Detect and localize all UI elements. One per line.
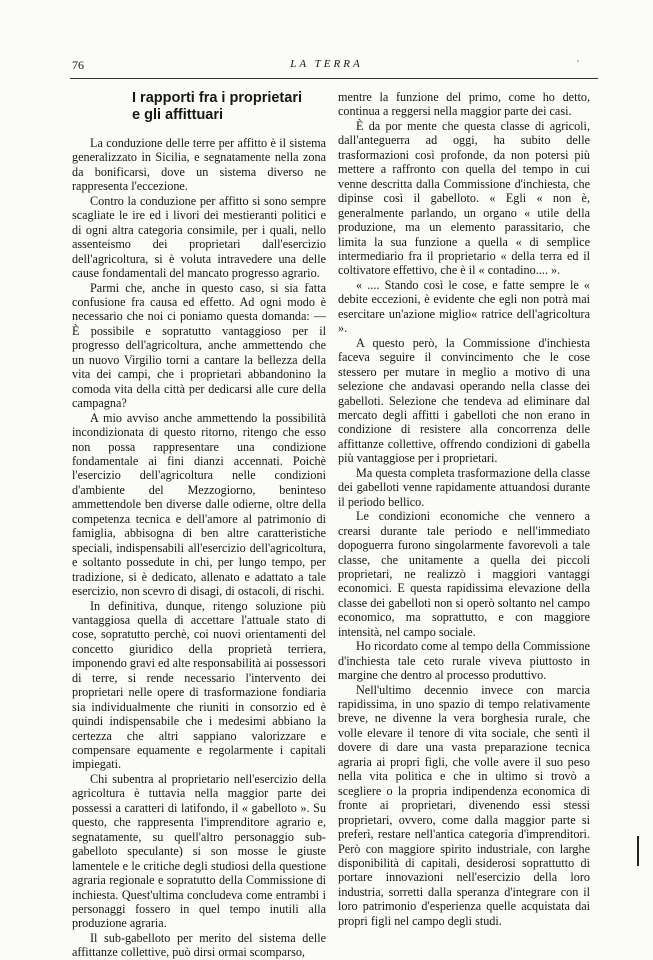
paragraph: La conduzione delle terre per affitto è il sistema generalizzato in Sicilia, e segnatamente nella zona da bonificarsi, dove un sistema diverso ne rappresenta l'eccezione.: [72, 136, 326, 194]
title-line-2: e gli affittuari: [132, 107, 224, 123]
paragraph: Ho ricordato come al tempo della Commissione d'inchiesta tale ceto rurale viveva piuttosto in margine che dentro al processo produttivo.: [338, 639, 590, 683]
right-column: [338, 90, 590, 928]
page-number: 76: [72, 58, 84, 72]
margin-mark: ': [577, 58, 579, 70]
paragraph: A questo però, la Commissione d'inchiesta faceva seguire il convincimento che le cose stessero per mutare in meglio a motivo di una selezione che andavasi operando nella classe dei gabelloti. Selezione che tendeva ad eliminare dal mercato degli affitti i gabelloti che non erano in condizione di resistere alla concorrenza delle affittanze collettive, offrendo condizioni di gabella più vantaggiose per i proprietari.: [338, 335, 590, 466]
paragraph: È da por mente che questa classe di agricoli, dall'anteguerra ad oggi, ha subito delle trasformazioni così profonde, da non potersi più mettere a raffronto con quella del tempo in cui venne descritta dalla Commissione d'inchiesta, che dipinse così il gabelloto. « Egli « non è, generalmente parlando, un organo « utile della produzione, ma un elemento parassitario, che limita la sua funzione a quella « di semplice intermediario fra il proprietario « della terra ed il coltivatore effettivo, che è il « contadino.... ».: [338, 118, 590, 278]
paragraph: « .... Stando così le cose, e fatte sempre le « debite eccezioni, è evidente che egli non potrà mai esercitare un'azione miglio« ratrice dell'agricoltura ».: [338, 277, 590, 336]
article-title: [72, 90, 326, 124]
title-line-1: I rapporti fra i proprietari: [132, 90, 302, 106]
paragraph: A mio avviso anche ammettendo la possibilità incondizionata di questo ritorno, ritengo che esso non possa rappresentare una condizione fondamentale ai fini dianzi accennati. Poichè l'esercizio dell'agricoltura nelle condizioni d'ambiente del Mezzogiorno, beninteso ammettendole ben diverse dalle odierne, oltre della competenza tecnica e dell'amore al patrimonio di famiglia, abbisogna di ben altre caratteristiche speciali, indispensabili all'esercizio dell'agricoltura, e soltanto possedute in chi, per lungo tempo, per tradizione, si è dedicato, allenato e adattato a tale esercizio, non scevro di disagi, di ostacoli, di rischi.: [72, 410, 326, 599]
paragraph: Contro la conduzione per affitto si sono sempre scagliate le ire ed i livori dei mestieranti politici e di ogni altra categoria consimile, per i quali, nello assenteismo dei proprietari dall'esercizio dell'agricoltura, si è voluta intravedere una delle cause fondamentali del mancato progresso agrario.: [72, 193, 326, 281]
paragraph: Ma questa completa trasformazione della classe dei gabelloti venne rapidamente attuandosi durante il periodo bellico.: [338, 465, 590, 509]
paragraph: Le condizioni economiche che vennero a crearsi durante tale periodo e nell'immediato dopoguerra furono singolarmente favorevoli a tale classe, che unitamente a quella dei piccoli proprietari, ne realizzò i maggiori vantaggi economici. E questa rapidissima elevazione della classe dei gabelloti non si operò soltanto nel campo economico, ma soprattutto, e con maggiore intensità, nel campo sociale.: [338, 509, 590, 639]
left-column: [72, 90, 326, 960]
paragraph: Nell'ultimo decennio invece con marcia rapidissima, in uno spazio di tempo relativamente breve, ne divenne la vera borghesia rurale, che volle elevare il tenore di vita sociale, che sentì il dovere di dare una vasta preparazione tecnica agraria ai propri figli, che volle avere il suo peso nella vita politica e che in ultimo si trovò a scegliere o la propria indipendenza economica di fronte ai proprietari, divenendo essi stessi proprietari, ovvero, come dalla maggior parte si preferì, restare nell'antica categoria d'imprenditori. Però con maggiore spirito industriale, con larghe disponibilità di capitali, desiderosi soprattutto di portare innovazioni nell'esercizio della loro industria, sorretti dalla speranza d'integrare con il loro patrimonio d'esperienza quelle acquistata dai propri figli nel campo degli studi.: [338, 682, 590, 928]
header-rule: [70, 78, 598, 79]
paragraph: Chi subentra al proprietario nell'esercizio della agricoltura è tuttavia nella maggior parte dei possessi a caratteri di latifondo, il « gabelloto ». Su questo, che rappresenta l'imprenditore agrario e, segnatamente, su quell'altro personaggio sub-gabelloto speculante) si son mosse le giuste lamentele e le critiche degli studiosi della questione agraria regionale e sopratutto della Commissione di inchiesta. Quest'ultima concludeva come entrambi i personaggi fossero in quel tempo inutili alla produzione agraria.: [72, 771, 326, 931]
paragraph: Parmi che, anche in questo caso, si sia fatta confusione fra causa ed effetto. Ad ogni modo è necessario che noi ci poniamo questa domanda: — È possibile e sopratutto vantaggioso per il progresso dell'agricoltura, anche ammettendo che un nuovo Virgilio torni a cantare la bellezza della vita dei campi, che i proprietari abbandonino la comoda vita della città per dedicarsi alle cure della campagna?: [72, 280, 326, 411]
paragraph: Il sub-gabelloto per merito del sistema delle affittanze collettive, può dirsi ormai scomparso,: [72, 930, 326, 960]
running-title: LA TERRA: [290, 58, 363, 70]
paragraph: In definitiva, dunque, ritengo soluzione più vantaggiosa quella di accettare l'attuale stato di cose, sopratutto perchè, coi nuovi orientamenti del concetto giuridico della proprietà terriera, imponendo gravi ed alte responsabilità ai possessori di terre, si rende necessario l'intervento dei proprietari nelle opere di trasformazione fondiaria sia individualmente che riuniti in consorzio ed è quindi indispensabile che i medesimi abbiano la certezza che altri sappiano valorizzare e compensare equamente e regolarmente i capitali impiegati.: [72, 598, 326, 772]
paragraph: mentre la funzione del primo, come ho detto, continua a reggersi nella maggior parte dei casi.: [338, 90, 590, 119]
margin-tick: [637, 836, 639, 866]
